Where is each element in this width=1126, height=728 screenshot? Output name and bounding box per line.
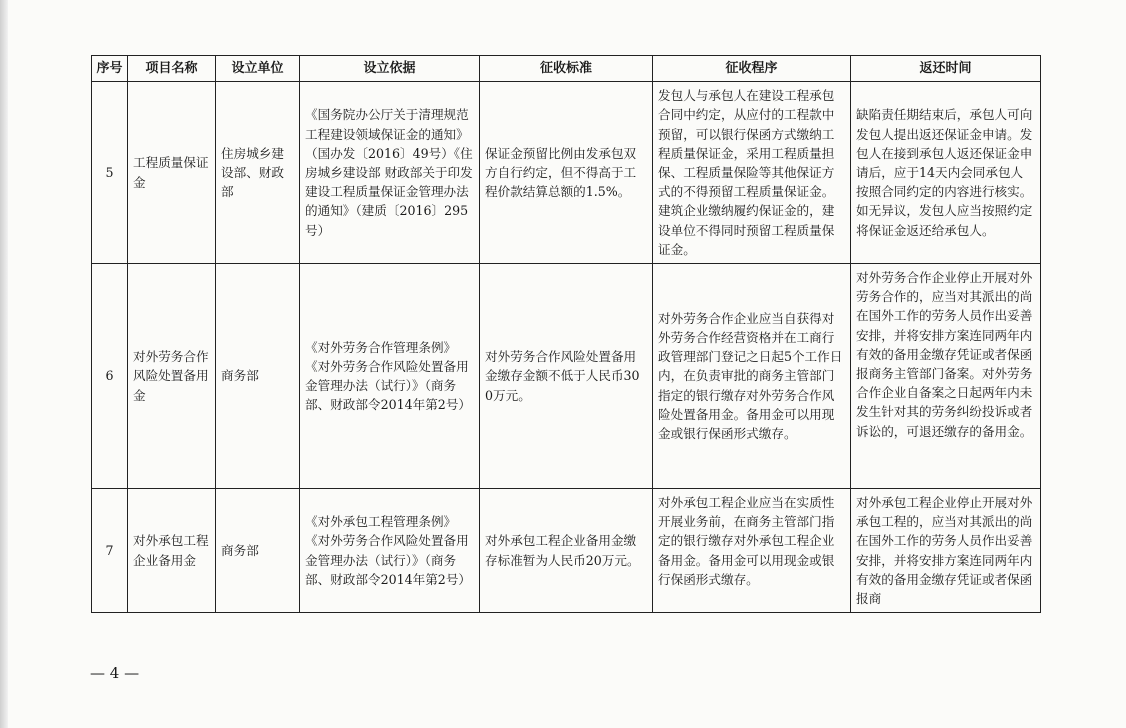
table-header-row [92,56,1041,82]
cell-unit: 住房城乡建设部、财政部 [216,82,300,264]
cell-return: 对外承包工程企业停止开展对外承包工程的，应当对其派出的尚在国外工作的劳务人员作出妥善安排，并将安排方案连同两年内有效的备用金缴存凭证或者保函报商 [851,489,1041,613]
cell-standard: 对外承包工程企业备用金缴存标准暂为人民币20万元。 [480,489,653,613]
cell-no: 5 [92,82,128,264]
header-unit: 设立单位 [216,56,300,82]
header-name: 项目名称 [128,56,216,82]
cell-standard: 对外劳务合作风险处置备用金缴存金额不低于人民币300万元。 [480,264,653,489]
cell-unit: 商务部 [216,489,300,613]
cell-no: 7 [92,489,128,613]
cell-procedure: 对外劳务合作企业应当自获得对外劳务合作经营资格并在工商行政管理部门登记之日起5个工作日内，在负责审批的商务主管部门指定的银行缴存对外劳务合作风险处置备用金。备用金可以用现金或银行保函形式缴存。 [653,264,851,489]
cell-procedure: 发包人与承包人在建设工程承包合同中约定，从应付的工程款中预留，可以银行保函方式缴纳工程质量保证金，采用工程质量担保、工程质量保险等其他保证方式的不得预留工程质量保证金。建筑企业缴纳履约保证金的，建设单位不得同时预留工程质量保证金。 [653,82,851,264]
table-row [92,82,1041,264]
table-row [92,489,1041,613]
header-return: 返还时间 [851,56,1041,82]
cell-basis: 《对外劳务合作管理条例》《对外劳务合作风险处置备用金管理办法（试行）》（商务部、财政部令2014年第2号） [300,264,480,489]
cell-procedure: 对外承包工程企业应当在实质性开展业务前，在商务主管部门指定的银行缴存对外承包工程企业备用金。备用金可以用现金或银行保函形式缴存。 [653,489,851,613]
cell-basis: 《对外承包工程管理条例》《对外劳务合作风险处置备用金管理办法（试行）》（商务部、财政部令2014年第2号） [300,489,480,613]
cell-unit: 商务部 [216,264,300,489]
header-no: 序号 [92,56,128,82]
table-row [92,264,1041,489]
header-procedure: 征收程序 [653,56,851,82]
fee-items-table [91,55,1041,613]
cell-standard: 保证金预留比例由发承包双方自行约定，但不得高于工程价款结算总额的1.5%。 [480,82,653,264]
cell-no: 6 [92,264,128,489]
cell-basis: 《国务院办公厅关于清理规范工程建设领域保证金的通知》（国办发〔2016〕49号）《住房城乡建设部 财政部关于印发建设工程质量保证金管理办法的通知》（建质〔2016〕295号） [300,82,480,264]
cell-name: 对外承包工程企业备用金 [128,489,216,613]
header-basis: 设立依据 [300,56,480,82]
page-number: — 4 — [90,664,140,682]
cell-name: 对外劳务合作风险处置备用金 [128,264,216,489]
cell-return: 对外劳务合作企业停止开展对外劳务合作的，应当对其派出的尚在国外工作的劳务人员作出妥善安排，并将安排方案连同两年内有效的备用金缴存凭证或者保函报商务主管部门备案。对外劳务合作企业自备案之日起两年内未发生针对其的劳务纠纷投诉或者诉讼的，可退还缴存的备用金。 [851,264,1041,489]
page-binding-edge [0,0,8,728]
header-standard: 征收标准 [480,56,653,82]
cell-return: 缺陷责任期结束后，承包人可向发包人提出返还保证金申请。发包人在接到承包人返还保证金申请后，应于14天内会同承包人按照合同约定的内容进行核实。如无异议，发包人应当按照约定将保证金返还给承包人。 [851,82,1041,264]
cell-name: 工程质量保证金 [128,82,216,264]
